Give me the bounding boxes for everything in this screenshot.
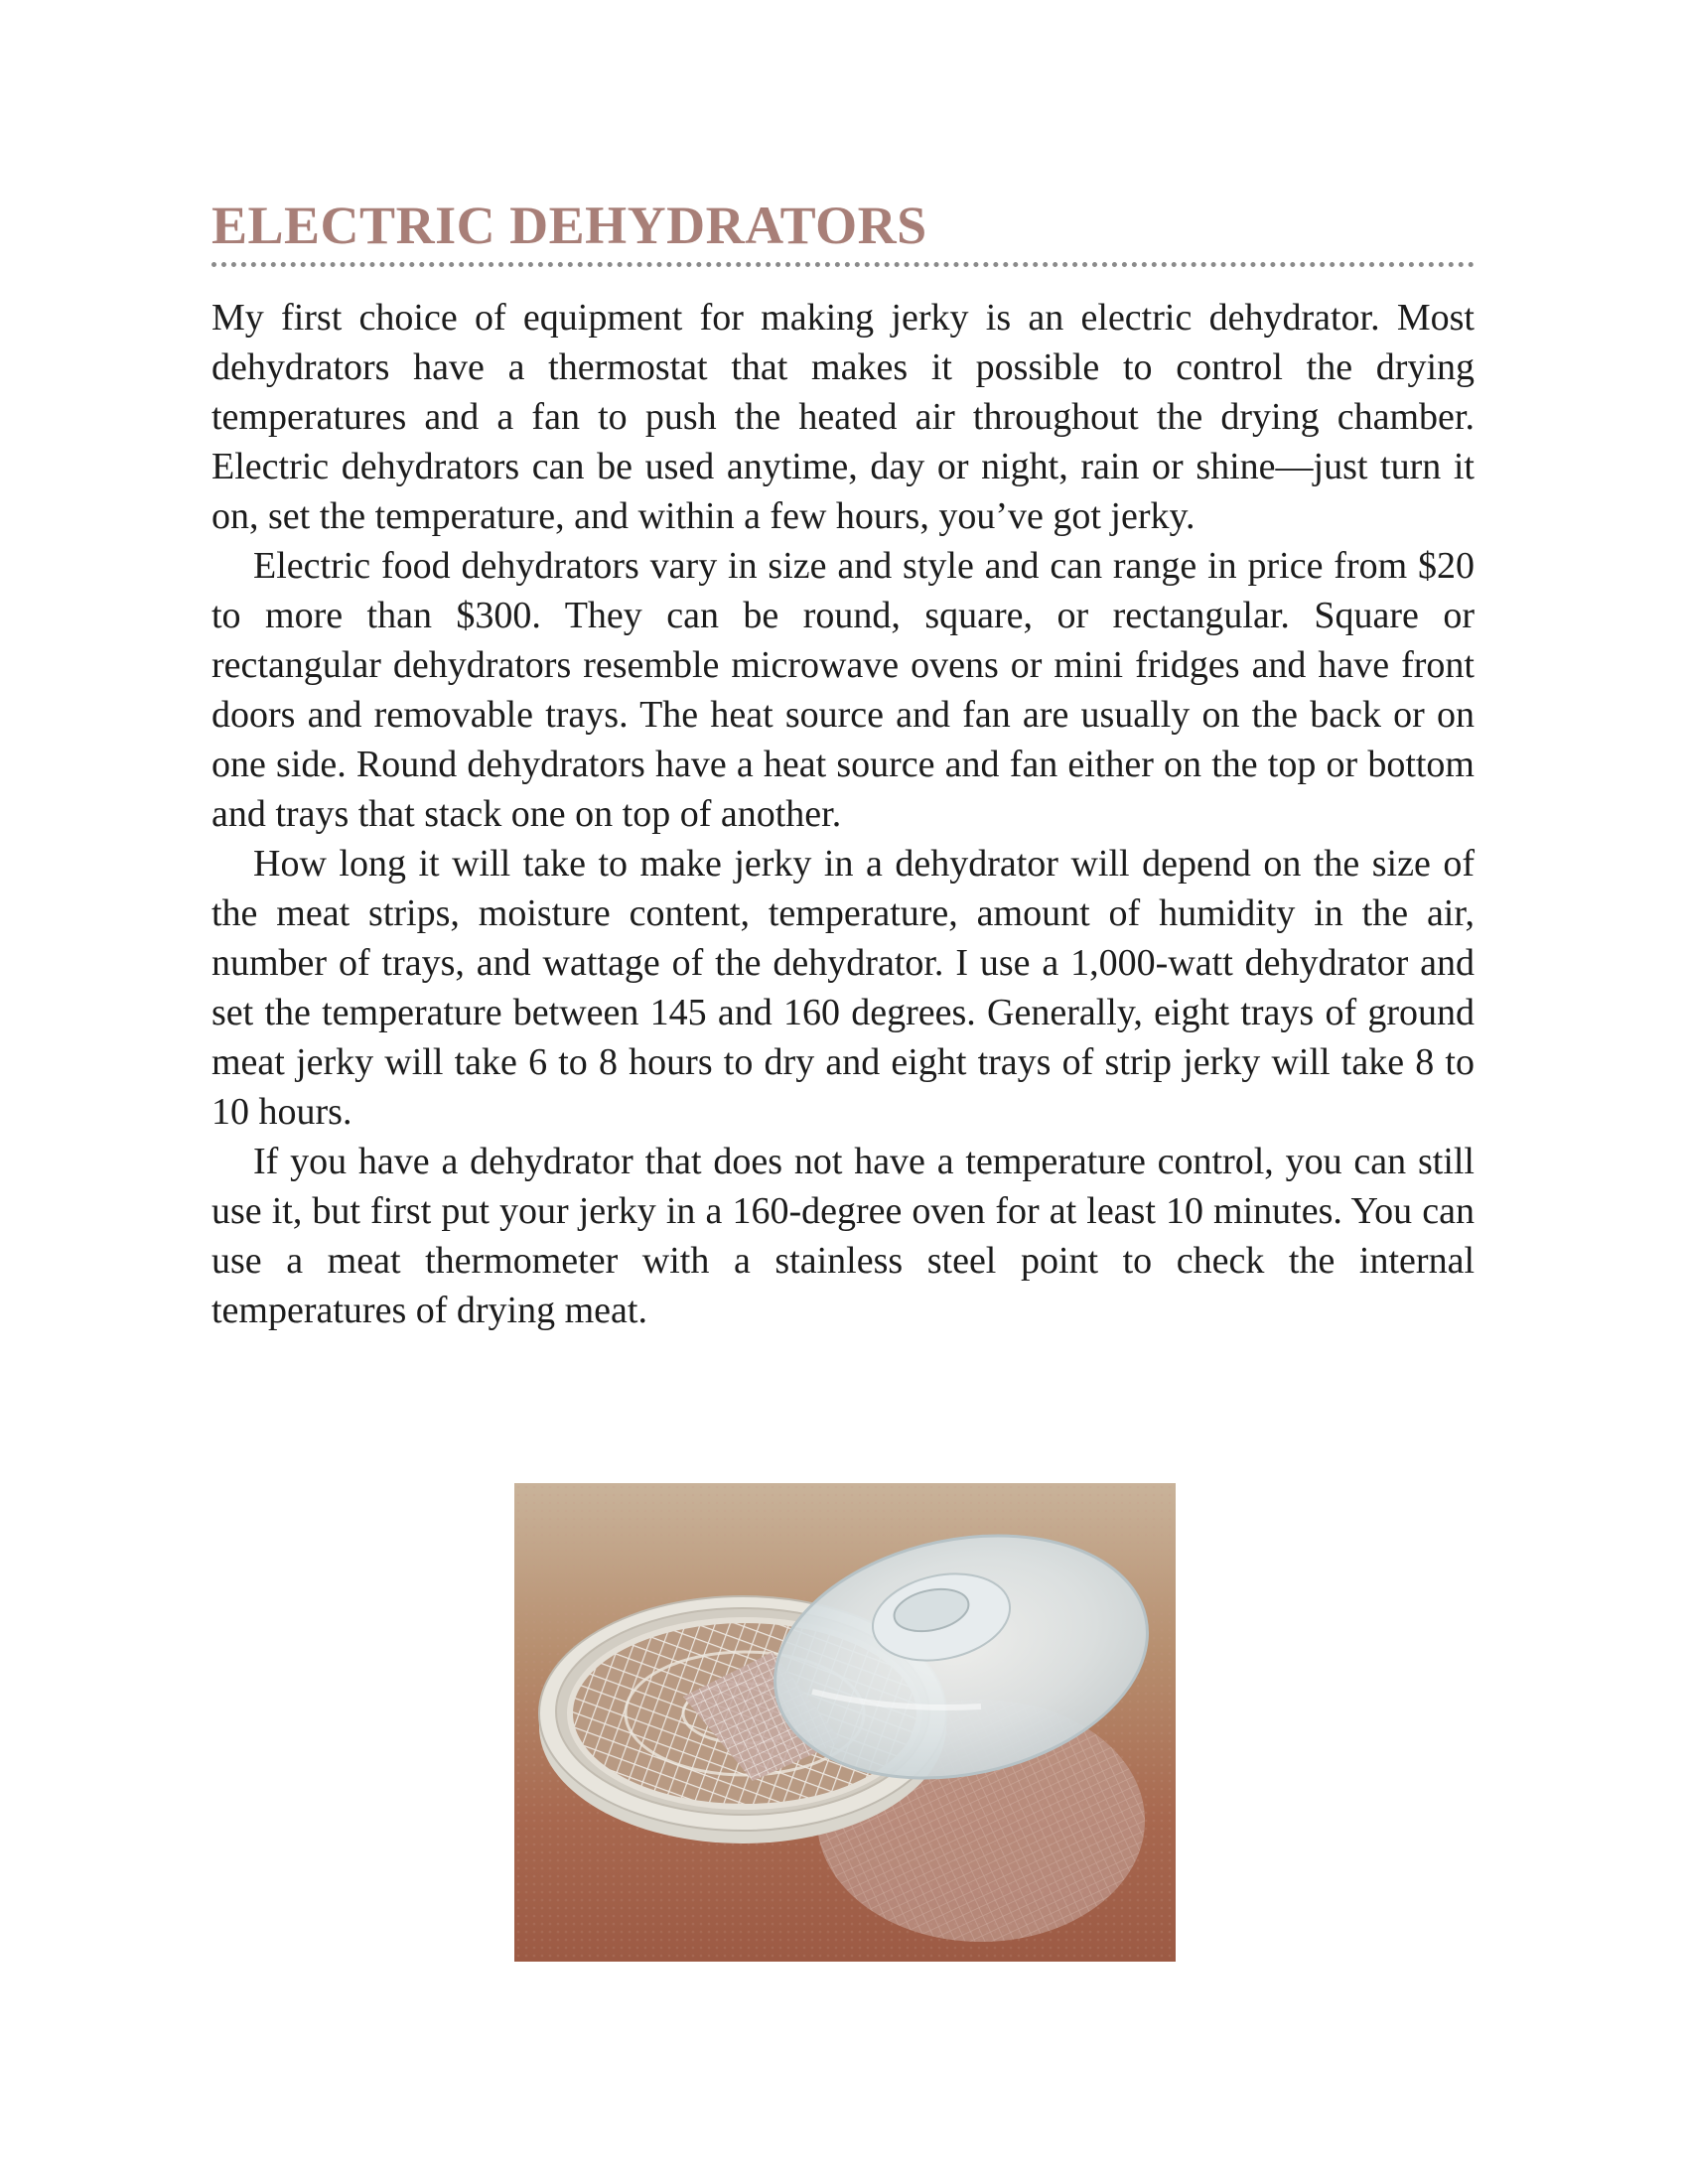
section-heading: ELECTRIC DEHYDRATORS [211, 196, 927, 255]
dehydrator-illustration [514, 1483, 1176, 1962]
paragraph-2: Electric food dehydrators vary in size and style and can range in price from $20 to more than $300. They can be round, square, or rectangular. Square or rectangular dehydrators resemble microwave ovens or mini fridges and have front doors and removable trays. The heat source and fan are usually on the back or on one side. Round dehydrators have a heat source and fan either on the top or bottom and trays that stack one on top of another. [211, 545, 1475, 835]
paragraph-1: My first choice of equipment for making jerky is an electric dehydrator. Most dehydrators have a thermostat that makes it possible to control the drying temperatures and a fan to push the heated air throughout the drying chamber. Electric dehydrators can be used anytime, day or night, rain or shine—just turn it on, set the temperature, and within a few hours, you’ve got jerky. [211, 297, 1475, 537]
paragraph-3: How long it will take to make jerky in a dehydrator will depend on the size of the meat strips, moisture content, temperature, amount of humidity in the air, number of trays, and wattage of the dehydrator. I use a 1,000-watt dehydrator and set the temperature between 145 and 160 degrees. Generally, eight trays of ground meat jerky will take 6 to 8 hours to dry and eight trays of strip jerky will take 8 to 10 hours. [211, 843, 1475, 1133]
paragraph-4: If you have a dehydrator that does not have a temperature control, you can still use it, but first put your jerky in a 160-degree oven for at least 10 minutes. You can use a meat thermometer with a stainless steel point to check the internal temperatures of drying meat. [211, 1141, 1475, 1331]
dehydrator-photo [514, 1483, 1176, 1962]
dotted-divider [211, 262, 1475, 267]
document-page [211, 196, 1475, 1335]
